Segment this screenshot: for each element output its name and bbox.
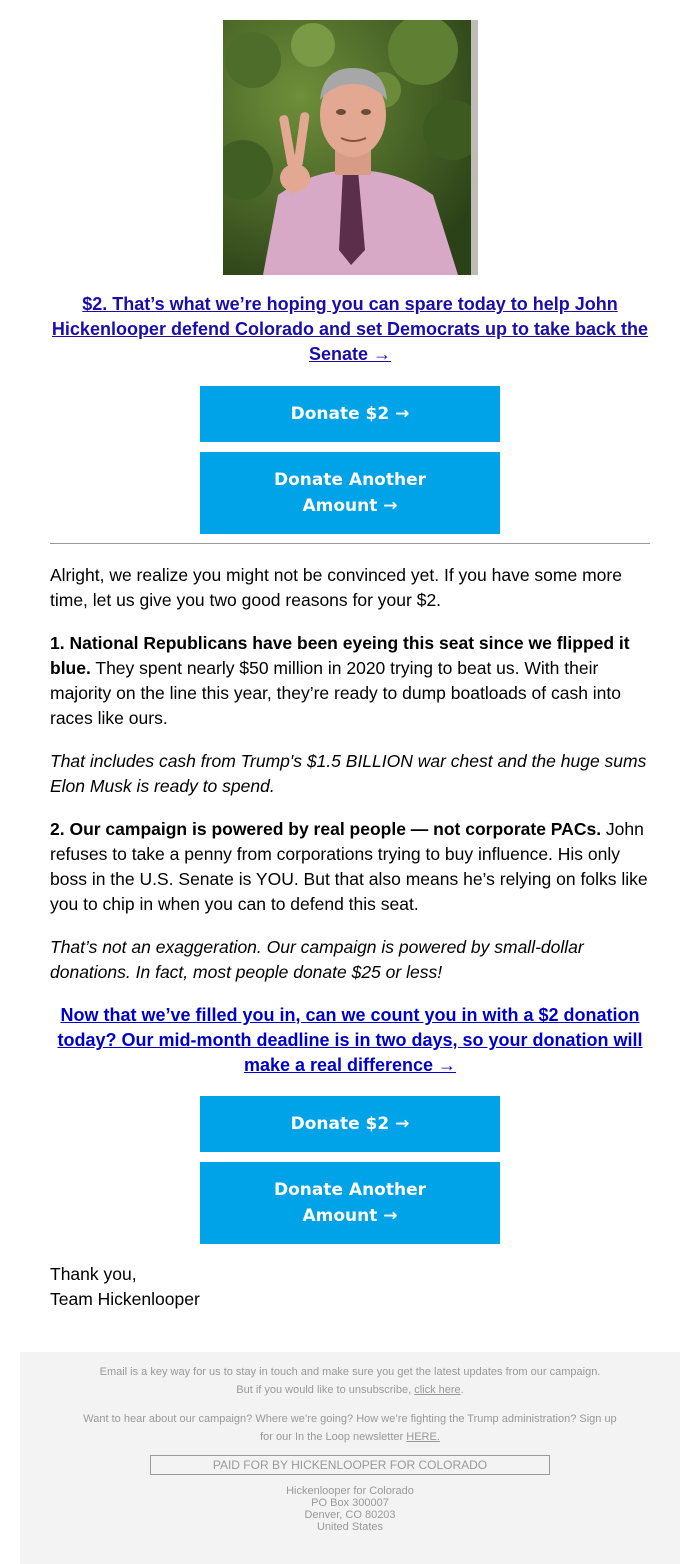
reason-2-heading: 2. Our campaign is powered by real people — not corporate PACs. [50, 819, 602, 839]
footer-line2: Want to hear about our campaign? Where we’re going? How we’re fighting the Trump administration? Sign up for our In the Loop newsletter [83, 1413, 617, 1443]
cta-donate-link[interactable]: Now that we’ve filled you in, can we count you in with a $2 donation today? Our mid-month deadline is in two days, so your donation will make a real difference → [57, 1005, 643, 1075]
reason-1-note: That includes cash from Trump's $1.5 BILLION war chest and the huge sums Elon Musk is ready to spend. [50, 751, 647, 796]
donate-2-button[interactable] [200, 386, 500, 442]
candidate-photo [223, 20, 478, 275]
reason-2-note: That’s not an exaggeration. Our campaign is powered by small-dollar donations. In fact, most people donate $25 or less! [50, 937, 584, 982]
paid-for-disclaimer: PAID FOR BY HICKENLOOPER FOR COLORADO [150, 1455, 550, 1475]
donate-2-label: Donate $2 → [290, 404, 410, 424]
reason-1-text: They spent nearly $50 million in 2020 trying to beat us. With their majority on the line this year, they’re ready to dump boatloads of cash into races like ours. [50, 658, 622, 728]
address-line: Denver, CO 80203 [304, 1509, 396, 1521]
footer-unsubscribe-text: Email is a key way for us to stay in touch and make sure you get the latest updates from our campaign. But if you would like to unsubscribe, click here. [99, 1366, 601, 1396]
donate-another-amount-label: Donate Another Amount → [273, 470, 427, 516]
donate-another-amount-button-bottom[interactable] [200, 1162, 500, 1244]
mailing-address [80, 1485, 620, 1533]
footer-line1b: But if you would like to unsubscribe, [236, 1384, 412, 1396]
donate-2-label-bottom: Donate $2 → [290, 1114, 410, 1134]
intro-paragraph: Alright, we realize you might not be convinced yet. If you have some more time, let us give you two good reasons for your $2. [50, 565, 622, 610]
headline-donate-link[interactable]: $2. That’s what we’re hoping you can spare today to help John Hickenlooper defend Colorado and set Democrats up to take back the Senate → [51, 294, 649, 364]
donate-another-amount-button[interactable] [200, 452, 500, 534]
address-line: United States [316, 1521, 384, 1533]
signoff [50, 1262, 650, 1312]
reason-2-paragraph [50, 817, 650, 917]
donate-2-button-bottom[interactable] [200, 1096, 500, 1152]
address-line: Hickenlooper for Colorado [286, 1485, 414, 1497]
headline-link-block [50, 292, 650, 367]
footer [20, 1352, 680, 1564]
signoff-thanks: Thank you, [50, 1264, 137, 1284]
cta-link-block [50, 1003, 650, 1078]
newsletter-link[interactable]: HERE. [406, 1431, 440, 1443]
unsubscribe-link[interactable]: click here [414, 1384, 461, 1396]
address-line: PO Box 300007 [311, 1497, 389, 1509]
donate-another-amount-label-bottom: Donate Another Amount → [273, 1180, 427, 1226]
reason-1-heading: 1. National Republicans have been eyeing this seat since we flipped it blue. [50, 633, 630, 678]
divider [50, 543, 650, 544]
footer-line1: Email is a key way for us to stay in touch and make sure you get the latest updates from our campaign. [99, 1366, 601, 1378]
footer-newsletter-text [80, 1410, 620, 1446]
signoff-team: Team Hickenlooper [50, 1289, 200, 1309]
reason-1-paragraph [50, 631, 650, 731]
reason-2-text: John refuses to take a penny from corporations trying to buy influence. His only boss in the U.S. Senate is YOU. But that also means he’s relying on folks like you to chip in when you can to defend this seat. [50, 819, 648, 914]
